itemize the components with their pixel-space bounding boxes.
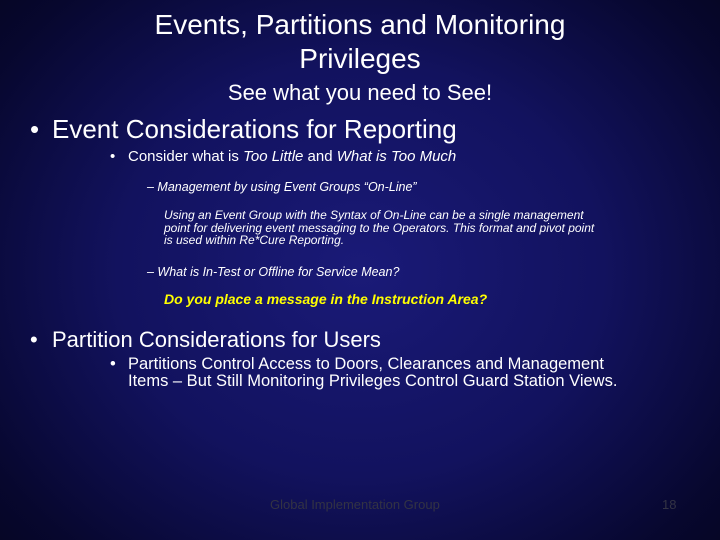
bullet-event-label: Event Considerations for Reporting (52, 114, 457, 144)
bullet-icon: • (110, 148, 116, 165)
para-line-3: is used within Re*Cure Reporting. (164, 233, 345, 247)
dash-item-event-groups: – Management by using Event Groups “On-Line” (147, 180, 417, 194)
bullet-event-considerations (30, 114, 457, 144)
para-line-1: Using an Event Group with the Syntax of On-Line can be a single management (164, 208, 584, 222)
title-line-2: Privileges (299, 43, 421, 74)
title-line-1: Events, Partitions and Monitoring (154, 9, 566, 40)
bullet-icon: • (110, 355, 116, 373)
slide-subtitle: See what you need to See! (227, 80, 493, 105)
bullet-partition-considerations (30, 326, 381, 354)
bullet-partition-label: Partition Considerations for Users (52, 327, 381, 352)
sub2-line-2: Items – But Still Monitoring Privileges Control Guard Station Views. (128, 372, 618, 390)
slide-title (0, 8, 720, 76)
sub2-line-1: Partitions Control Access to Doors, Clearances and Management (128, 355, 604, 373)
sub1-em2: What is Too Much (336, 148, 457, 165)
dash-item-in-test: – What is In-Test or Offline for Service Mean? (147, 265, 400, 279)
sub-bullet-too-little (110, 148, 456, 166)
bullet-icon: • (30, 114, 40, 144)
footer-text: Global Implementation Group (270, 497, 440, 512)
page-number: 18 (662, 497, 677, 512)
highlighted-question: Do you place a message in the Instruction Area? (164, 291, 488, 307)
sub-bullet-partitions (110, 356, 690, 390)
para-line-2: point for delivering event messaging to the Operators. This format and pivot point (164, 220, 595, 235)
sub1-prefix: Consider what is (128, 148, 244, 165)
event-group-paragraph (164, 209, 684, 247)
sub1-mid: and (303, 148, 337, 165)
sub1-em1: Too Little (243, 148, 304, 165)
bullet-icon: • (30, 327, 38, 352)
